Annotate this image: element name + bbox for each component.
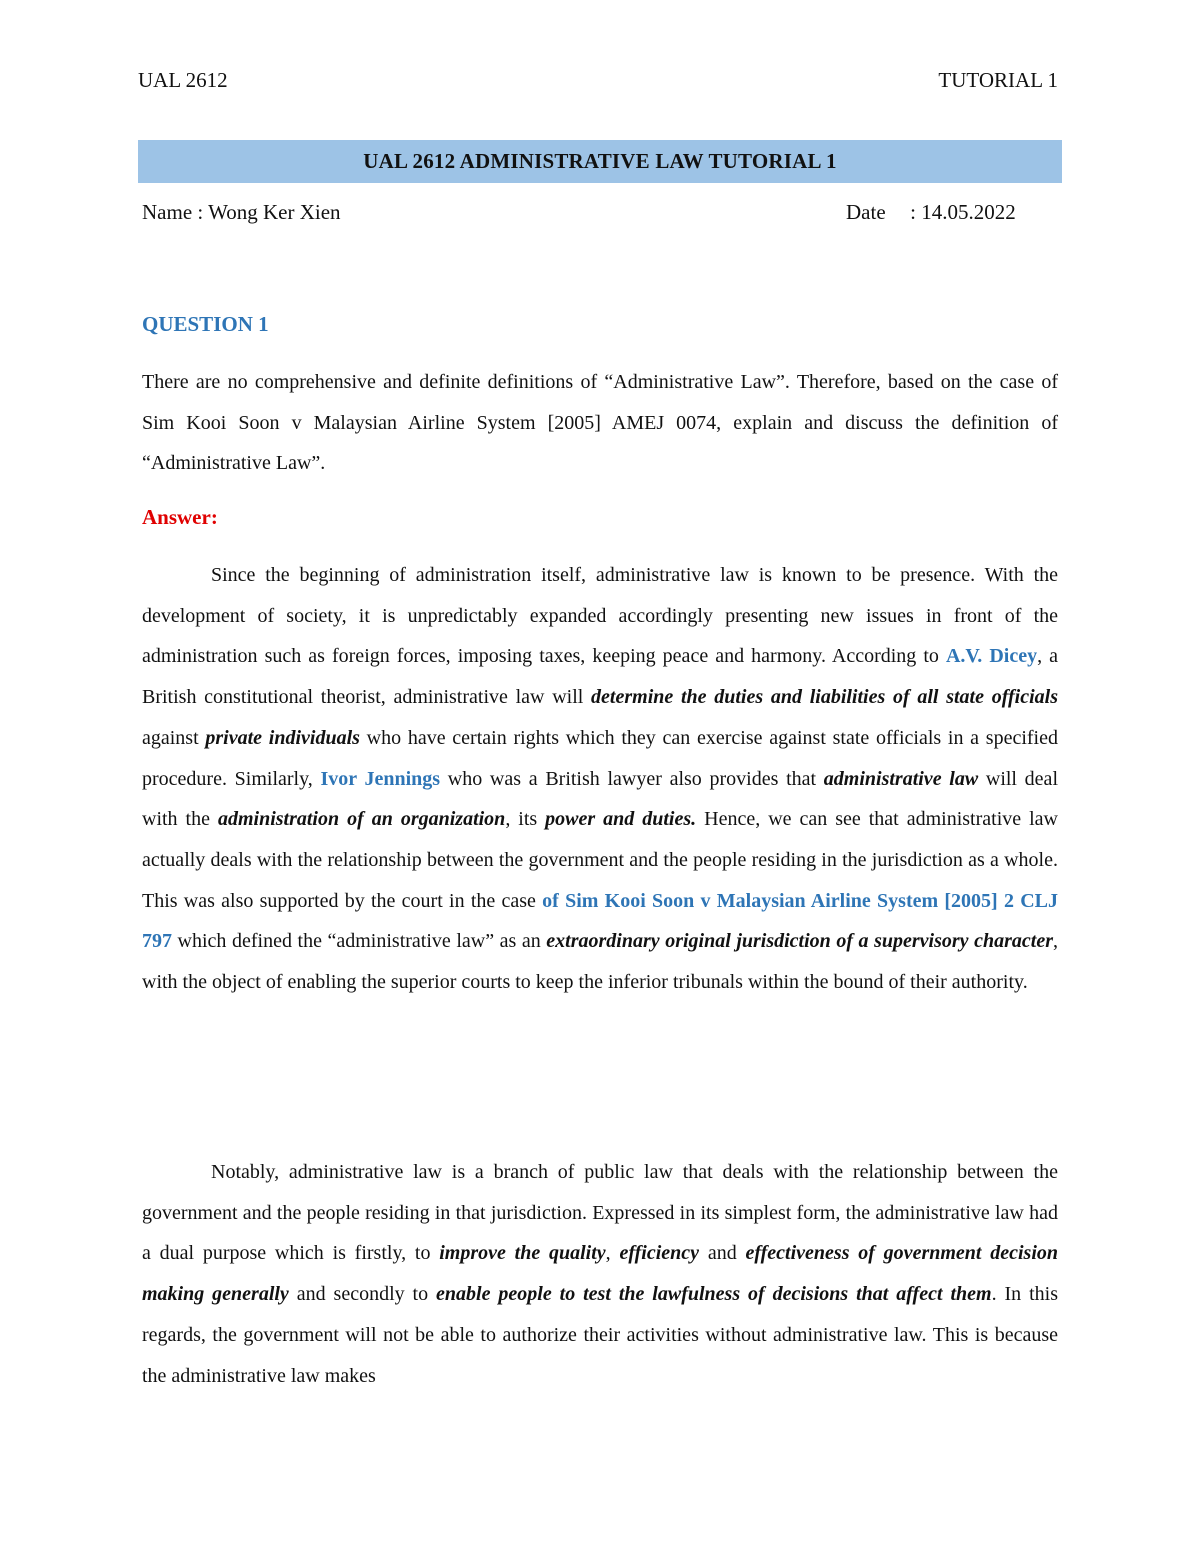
- emphasis: efficiency: [619, 1242, 700, 1265]
- text-run: against: [142, 726, 206, 749]
- emphasis: administrative law: [823, 767, 979, 790]
- emphasis: private individuals: [205, 726, 360, 749]
- text-run: Since the beginning of administration itself, administrative law is known to be presence. With the development of society, it is unpredictably expanded accordingly presenting new issues in front of the administration such as foreign forces, imposing taxes, keeping peace and harmony. According to: [142, 564, 1058, 668]
- text-run: Notably, administrative law is a branch of public law that deals with the relationship between the government and the people residing in that jurisdiction. Expressed in its simplest form, the administrative law had a dual purpose which is firstly, to: [142, 1161, 1058, 1265]
- text-run: , a British constitutional theorist, administrative law will: [142, 645, 1058, 709]
- text-run: and: [699, 1242, 746, 1265]
- date-label: Date: [846, 200, 886, 224]
- emphasis: enable people to test the lawfulness of decisions that affect them: [436, 1283, 992, 1306]
- answer-label: Answer:: [142, 505, 218, 529]
- text-run: will deal with the: [142, 767, 1058, 831]
- author-dicey: A.V. Dicey: [945, 645, 1038, 668]
- answer-paragraph-2: [142, 1152, 1058, 1396]
- emphasis: determine the duties and liabilities of all state officials: [591, 686, 1058, 709]
- text-run: Hence, we can see that administrative law actually deals with the relationship between the government and the people residing in the jurisdiction as a whole. This was also supported by the court in the case: [142, 808, 1058, 912]
- emphasis: administration of an organization: [217, 808, 506, 831]
- emphasis: improve the quality: [439, 1242, 606, 1265]
- emphasis: extraordinary original jurisdiction of a supervisory character: [546, 930, 1053, 953]
- question-heading: QUESTION 1: [142, 312, 269, 336]
- title-banner: [138, 140, 1062, 183]
- emphasis: effectiveness of government decision making generally: [142, 1242, 1058, 1306]
- case-citation: of Sim Kooi Soon v Malaysian Airline System [2005] 2 CLJ 797: [142, 889, 1058, 953]
- answer-paragraph-1: [142, 555, 1058, 1003]
- text-run: , its: [505, 808, 546, 831]
- text-run: . In this regards, the government will not be able to authorize their activities without administrative law. This is because the administrative law makes: [142, 1283, 1058, 1387]
- header-tutorial-label: TUTORIAL 1: [938, 68, 1058, 92]
- text-run: who was a British lawyer also provides that: [440, 767, 824, 790]
- text-run: who have certain rights which they can exercise against state officials in a specified procedure. Similarly,: [142, 726, 1058, 790]
- author-jennings: Ivor Jennings: [320, 767, 441, 790]
- name-field: [142, 199, 341, 225]
- text-run: which defined the “administrative law” as an: [172, 930, 547, 953]
- date-value: : 14.05.2022: [910, 200, 1016, 224]
- name-value: : Wong Ker Xien: [197, 200, 341, 224]
- text-run: , with the object of enabling the superior courts to keep the inferior tribunals within the bound of their authority.: [142, 930, 1058, 994]
- name-label: Name: [142, 200, 193, 224]
- date-field: [846, 199, 1016, 225]
- text-run: and secondly to: [288, 1283, 437, 1306]
- text-run: ,: [605, 1242, 620, 1265]
- question-text: There are no comprehensive and definite definitions of “Administrative Law”. Therefore, based on the case of Sim Kooi Soon v Malaysian Airline System [2005] AMEJ 0074, explain and discuss the definition of “Administrative Law”.: [142, 371, 1058, 475]
- document-title: UAL 2612 ADMINISTRATIVE LAW TUTORIAL 1: [363, 149, 837, 173]
- header-course-code: UAL 2612: [138, 68, 228, 92]
- emphasis: power and duties.: [545, 808, 697, 831]
